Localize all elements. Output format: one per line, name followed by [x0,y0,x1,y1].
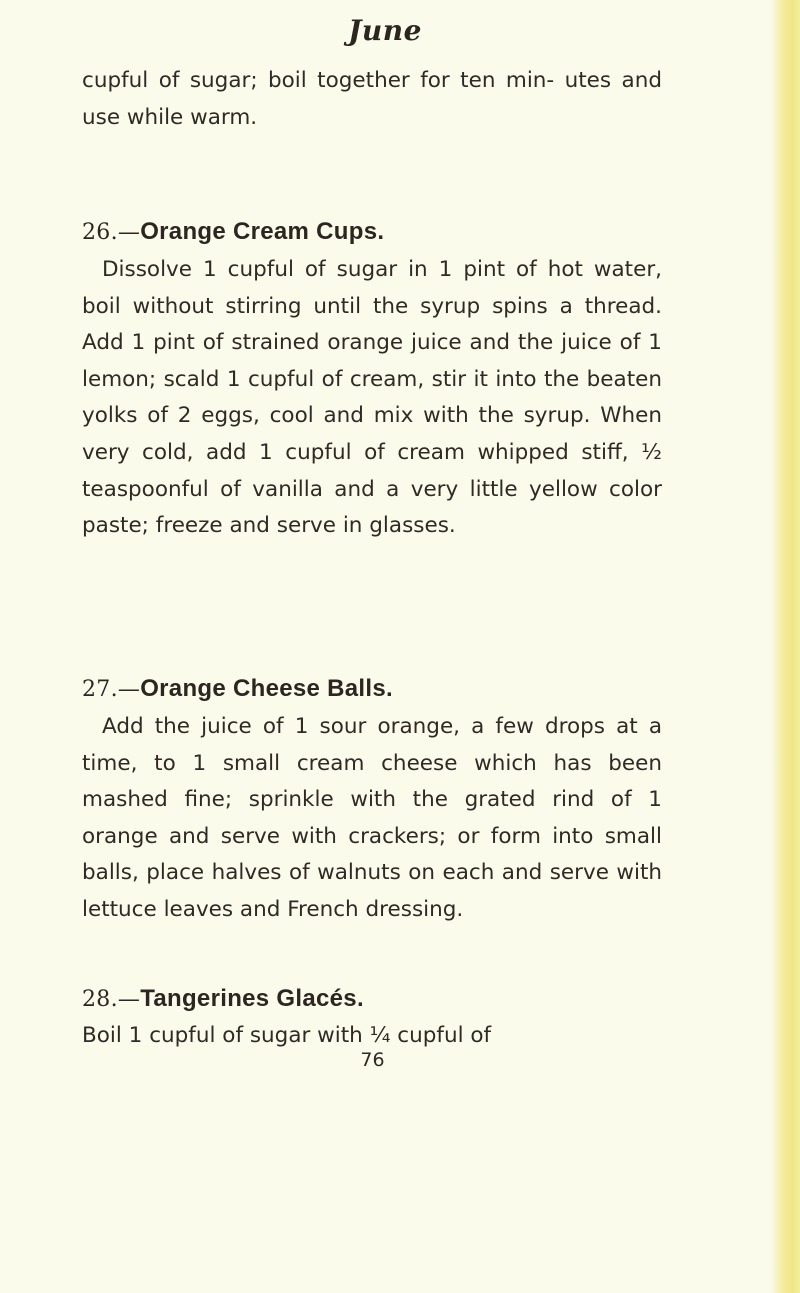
recipe-heading-26 [82,218,384,246]
recipe-text-26: Dissolve 1 cupful of sugar in 1 pint of hot water, boil without stirring until the syrup spins a thread. Add 1 pint of strained orange juice and the juice of 1 lemon; scald 1 cupful of cream, stir it into the beaten yolks of 2 eggs, cool and mix with the syrup. When very cold, add 1 cupful of cream whipped stiff, ½ teaspoonful of vanilla and a very little yellow color paste; freeze and serve in glasses. [82,257,662,539]
recipe-title: Tangerines Glacés. [140,985,364,1012]
recipe-heading-27 [82,675,393,703]
page-number: 76 [360,1049,385,1071]
page-edge-stain [770,0,800,1293]
recipe-text-27: Add the juice of 1 sour orange, a few drops at a time, to 1 small cream cheese which has been mashed fine; sprinkle with the grated rind of 1 orange and serve with crackers; or form into small balls, place halves of walnuts on each and serve with lettuce leaves and French dressing. [82,714,662,922]
recipe-heading-28 [82,985,364,1013]
recipe-title: Orange Cheese Balls. [140,675,393,702]
recipe-number: 28.— [82,987,141,1012]
recipe-title: Orange Cream Cups. [140,218,385,245]
recipe-number: 26.— [82,220,141,245]
recipe-text-28: Boil 1 cupful of sugar with ¼ cupful of [82,1023,492,1048]
running-head: June [348,14,422,47]
continuation-paragraph: cupful of sugar; boil together for ten min- utes and use while warm. [82,68,662,130]
recipe-number: 27.— [82,677,141,702]
